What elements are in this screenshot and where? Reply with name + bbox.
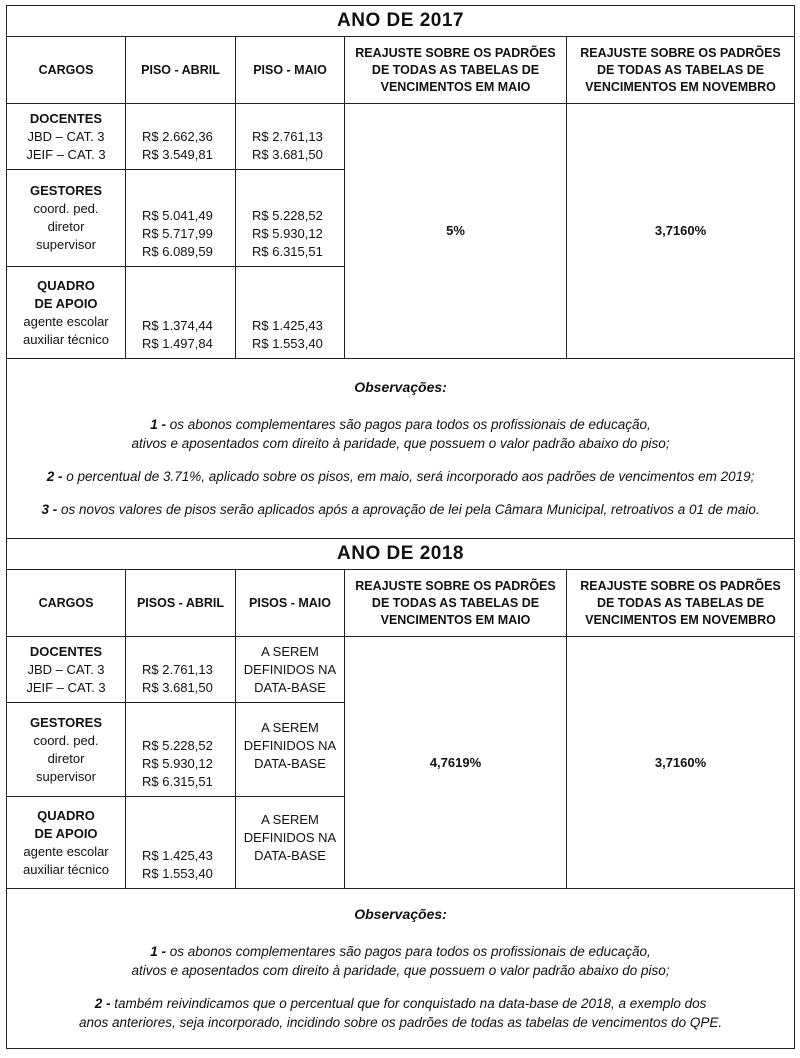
docentes-piso-abril: R$ 2.662,36 R$ 3.549,81	[126, 104, 236, 170]
group-gestores: GESTORES coord. ped. diretor supervisor	[7, 170, 126, 267]
gestores-pisos-abril: R$ 5.228,52 R$ 5.930,12 R$ 6.315,51	[126, 703, 236, 797]
header-pisos-abril: PISOS - ABRIL	[126, 570, 236, 637]
docentes-pisos-abril: R$ 2.761,13 R$ 3.681,50	[126, 637, 236, 703]
observacoes-2018: Observações: 1 - os abonos complementares são pagos para todos os profissionais de educação, ativos e aposentados com direito à paridade, que possuem o valor padrão abaixo do piso; 2 - também reivindicamos que o percentual que for conquistado na data-base de 2018, a exemplo dos anos anteriores, seja incorporado, incidindo sobre os padrões de todas as tabelas de vencimentos do QPE.	[7, 889, 795, 1049]
obs-item: 1 - os abonos complementares são pagos para todos os profissionais de educação, ativos e aposentados com direito à paridade, que possuem o valor padrão abaixo do piso;	[131, 417, 670, 451]
obs-item: 2 - o percentual de 3.71%, aplicado sobre os pisos, em maio, será incorporado aos padrões de vencimentos em 2019;	[46, 469, 755, 484]
header-reajuste-novembro: REAJUSTE SOBRE OS PADRÕES DE TODAS AS TABELAS DE VENCIMENTOS EM NOVEMBRO	[567, 570, 795, 637]
observacoes-2017: Observações: 1 - os abonos complementares são pagos para todos os profissionais de educação, ativos e aposentados com direito à paridade, que possuem o valor padrão abaixo do piso; 2 - o percentual de 3.71%, aplicado sobre os pisos, em maio, será incorporado aos padrões de vencimentos em 2019; 3 - os novos valores de pisos serão aplicados após a aprovação de lei pela Câmara Municipal, retroativos a 01 de maio.	[7, 359, 795, 539]
table-2018	[6, 538, 795, 1049]
apoio-piso-abril: R$ 1.374,44 R$ 1.497,84	[126, 267, 236, 359]
header-pisos-maio: PISOS - MAIO	[236, 570, 345, 637]
reajuste-maio-value: 5%	[345, 104, 567, 359]
year-title-2018: ANO DE 2018	[7, 539, 795, 570]
gestores-piso-maio: R$ 5.228,52 R$ 5.930,12 R$ 6.315,51	[236, 170, 345, 267]
reajuste-maio-value: 4,7619%	[345, 637, 567, 889]
year-title-2017: ANO DE 2017	[7, 6, 795, 37]
gestores-piso-abril: R$ 5.041,49 R$ 5.717,99 R$ 6.089,59	[126, 170, 236, 267]
table-2017	[6, 5, 795, 539]
header-piso-maio: PISO - MAIO	[236, 37, 345, 104]
header-piso-abril: PISO - ABRIL	[126, 37, 236, 104]
reajuste-novembro-value: 3,7160%	[567, 104, 795, 359]
group-docentes: DOCENTES JBD – CAT. 3 JEIF – CAT. 3	[7, 637, 126, 703]
docentes-pisos-maio: A SEREM DEFINIDOS NA DATA-BASE	[236, 637, 345, 703]
reajuste-novembro-value: 3,7160%	[567, 637, 795, 889]
gestores-pisos-maio: A SEREM DEFINIDOS NA DATA-BASE	[236, 703, 345, 797]
group-quadro-de-apoio: QUADRO DE APOIO agente escolar auxiliar técnico	[7, 267, 126, 359]
apoio-pisos-abril: R$ 1.425,43 R$ 1.553,40	[126, 797, 236, 889]
header-reajuste-maio: REAJUSTE SOBRE OS PADRÕES DE TODAS AS TABELAS DE VENCIMENTOS EM MAIO	[345, 570, 567, 637]
group-quadro-de-apoio: QUADRO DE APOIO agente escolar auxiliar técnico	[7, 797, 126, 889]
apoio-pisos-maio: A SEREM DEFINIDOS NA DATA-BASE	[236, 797, 345, 889]
docentes-piso-maio: R$ 2.761,13 R$ 3.681,50	[236, 104, 345, 170]
header-reajuste-maio: REAJUSTE SOBRE OS PADRÕES DE TODAS AS TABELAS DE VENCIMENTOS EM MAIO	[345, 37, 567, 104]
header-reajuste-novembro: REAJUSTE SOBRE OS PADRÕES DE TODAS AS TABELAS DE VENCIMENTOS EM NOVEMBRO	[567, 37, 795, 104]
obs-item: 3 - os novos valores de pisos serão aplicados após a aprovação de lei pela Câmara Municipal, retroativos a 01 de maio.	[41, 502, 760, 517]
obs-item: 1 - os abonos complementares são pagos para todos os profissionais de educação, ativos e aposentados com direito à paridade, que possuem o valor padrão abaixo do piso;	[131, 944, 670, 978]
obs-item: 2 - também reivindicamos que o percentual que for conquistado na data-base de 2018, a exemplo dos anos anteriores, seja incorporado, incidindo sobre os padrões de todas as tabelas de vencimentos do QPE.	[78, 996, 723, 1030]
header-cargos: CARGOS	[7, 570, 126, 637]
header-cargos: CARGOS	[7, 37, 126, 104]
group-gestores: GESTORES coord. ped. diretor supervisor	[7, 703, 126, 797]
apoio-piso-maio: R$ 1.425,43 R$ 1.553,40	[236, 267, 345, 359]
group-docentes: DOCENTES JBD – CAT. 3 JEIF – CAT. 3	[7, 104, 126, 170]
